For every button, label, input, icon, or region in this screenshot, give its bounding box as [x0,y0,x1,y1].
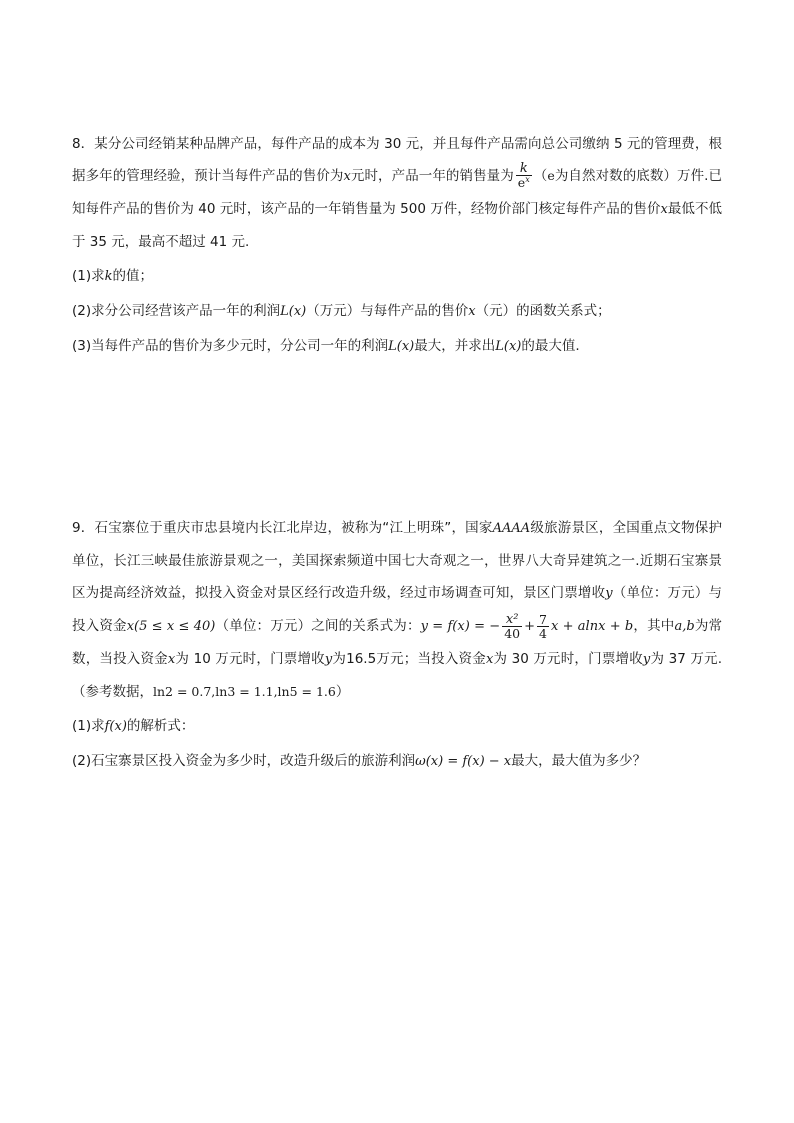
problem-9-text-p9: 为 37 万元.（参考数据， [72,651,723,700]
problem-9-question-1 [72,710,722,743]
var-x: x [343,169,351,184]
problem-9-text-p4: ，其中 [633,618,675,634]
var-x: x [485,652,494,667]
problem-9-text-p10: ） [335,684,350,700]
problem-8-text-mid1: 元时，产品一年的销售量为 [350,168,514,184]
var-y: y [642,652,651,667]
problem-8-text-mid2: （ [533,168,548,184]
problem-9-statement [72,512,722,708]
formula-part-a: y = f(x) = − [420,619,501,634]
problem-9-text-lead: 9．石宝寨位于重庆市忠县境内长江北岸边，被称为“江上明珠”，国家 [72,520,493,536]
fraction-k-over-e-x [516,162,532,190]
q1-suffix: 的值； [112,268,154,284]
q1-suffix: 的解析式： [126,718,195,734]
problem-9-text-p6: 为 10 万元时，门票增收 [175,651,325,667]
function-L-of-x: L(x) [495,339,522,354]
problem-9-text-p8: 为 30 万元时，门票增收 [493,651,643,667]
var-y: y [324,652,333,667]
fraction-denominator: 4 [539,625,547,641]
problem-8-text-tail: 最低不低于 35 元，最高不超过 41 元. [72,201,723,250]
formula-omega: ω(x) = f(x) − x [415,754,512,769]
q2-suffix: 最大，最大值为多少？ [511,753,647,769]
fraction-7-over-4 [537,613,549,640]
var-k: k [104,269,113,284]
q3-prefix: (3)当每件产品的售价为多少元时，分公司一年的利润 [72,338,389,354]
problem-9-question-2 [72,745,722,778]
var-y: y [605,586,613,601]
problem-8-question-1 [72,260,722,293]
q1-prefix: (1)求 [72,718,105,734]
problem-8 [72,128,722,363]
fraction-numerator: k [519,161,528,176]
var-x: x [167,652,176,667]
reference-data: ln2 = 0.7,ln3 = 1.1,ln5 = 1.6 [153,684,336,699]
function-f-of-x: f(x) [104,719,127,734]
formula-part-c: x + alnx + b [550,619,634,634]
var-x: x [468,304,476,319]
fraction-numerator: 7 [539,611,547,627]
rating-aaaa: AAAA [492,521,531,536]
var-e: e [547,168,555,183]
q2-suffix: （元）的函数关系式； [475,303,611,319]
problem-9-text-p2: （单位：万元）与投入资金 [72,585,723,634]
problem-9 [72,512,722,778]
problem-9-text-p3: （单位：万元）之间的关系式为： [215,618,421,634]
problem-8-question-3 [72,330,722,363]
q3-suffix: 的最大值. [521,338,580,354]
fraction-denominator: 40 [504,625,521,641]
var-x: x [660,202,668,217]
problem-8-statement [72,128,722,258]
q3-middle: 最大，并求出 [414,338,496,354]
q2-prefix: (2)石宝寨景区投入资金为多少时，改造升级后的旅游利润 [72,753,416,769]
vars-a-b: a,b [674,619,695,634]
fraction-numerator: x² [505,611,519,627]
fraction-denominator-exponent: x [525,175,530,184]
function-L-of-x: L(x) [388,339,415,354]
q2-prefix: (2)求分公司经营该产品一年的利润 [72,303,281,319]
problem-9-text-p5: 为常数，当投入资金 [72,618,723,667]
q1-prefix: (1)求 [72,268,105,284]
fraction-denominator-base: e [517,175,526,190]
problem-9-text-p1: 级旅游景区，全国重点文物保护单位，长江三峡最佳旅游景观之一，美国探索频道中国七大奇观之一，世界八大奇异建筑之一.近期石宝寨景区为提高经济效益，拟投入资金对景区经行改造升级，经过市场调查可知，景区门票增收 [72,520,723,601]
formula-part-b: + [524,619,535,634]
problem-8-text-mid3: 为自然对数的底数）万件.已知每件产品的售价为 40 元时，该产品的一年销售量为 500 万件，经物价部门核定每件产品的售价 [72,168,723,217]
function-L-of-x: L(x) [280,304,307,319]
problem-9-text-p7: 为16.5万元；当投入资金 [332,651,486,667]
problem-8-question-2 [72,295,722,328]
fraction-x2-over-40 [502,613,522,640]
x-range: x(5 ≤ x ≤ 40) [126,619,216,634]
problem-8-text-lead: 8．某分公司经销某种品牌产品，每件产品的成本为 30 元，并且每件产品需向总公司缴纳 5 元的管理费，根据多年的管理经验，预计当每件产品的售价为 [72,136,722,184]
q2-middle: （万元）与每件产品的售价 [306,303,469,319]
